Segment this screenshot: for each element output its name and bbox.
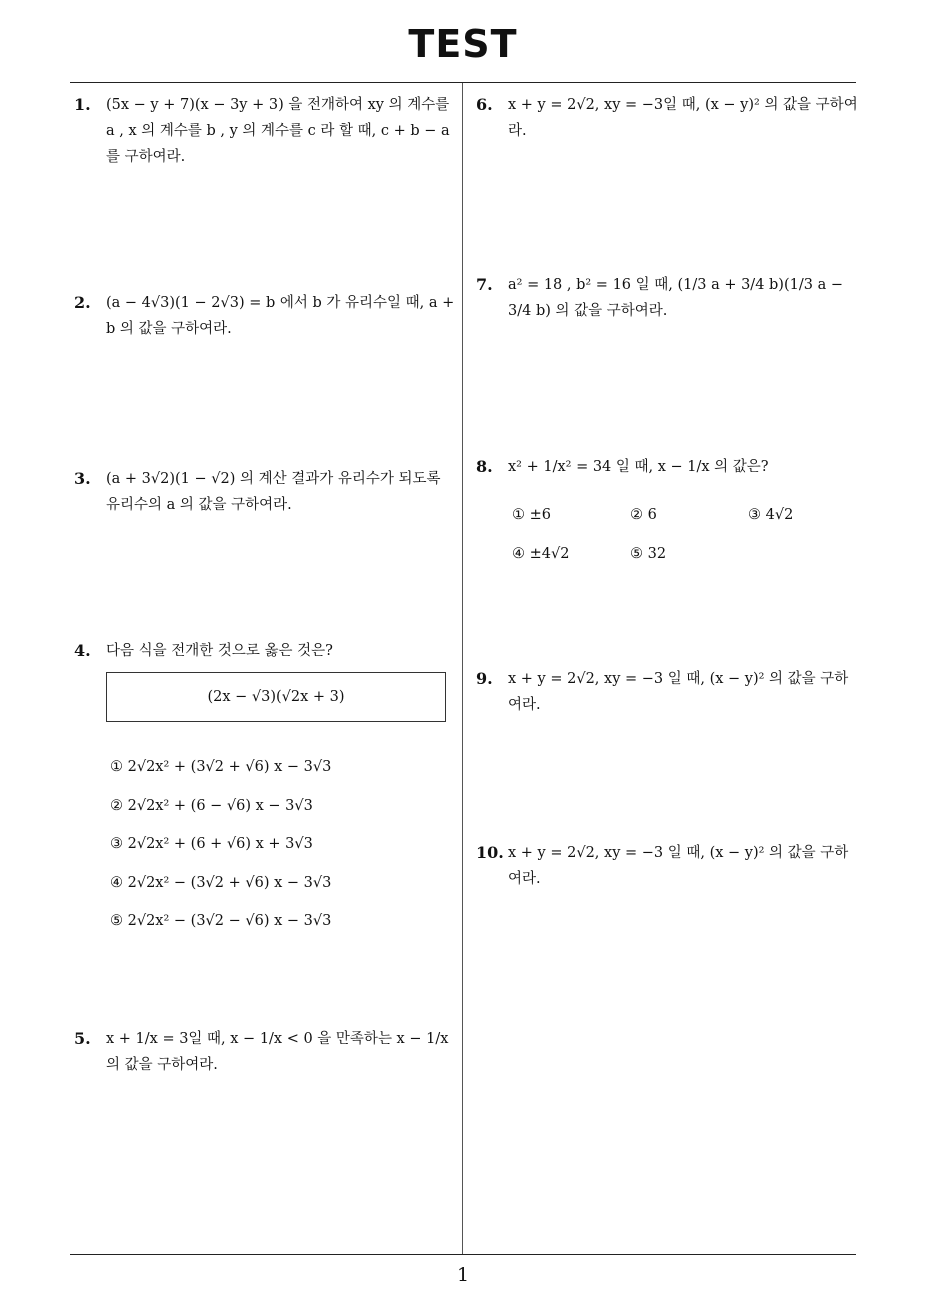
choice-2[interactable]: ② 2√2x² + (6 − √6) x − 3√3: [110, 797, 313, 814]
choice-2[interactable]: ② 6: [630, 507, 657, 523]
choice-4[interactable]: ④ 2√2x² − (3√2 + √6) x − 3√3: [110, 874, 332, 891]
question-4: [74, 638, 456, 941]
question-10: [476, 840, 858, 892]
question-6: [476, 92, 858, 144]
question-number: 3.: [74, 469, 91, 488]
question-8: [476, 454, 858, 567]
question-text: (a + 3√2)(1 − √2) 의 계산 결과가 유리수가 되도록 유리수의 a 의 값을 구하여라.: [106, 471, 441, 513]
question-2: [74, 290, 456, 342]
question-text: (5x − y + 7)(x − 3y + 3) 을 전개하여 xy 의 계수를 a , x 의 계수를 b , y 의 계수를 c 라 할 때, c + b − a 를 구하여라.: [106, 97, 450, 165]
top-rule: [70, 82, 856, 83]
question-number: 5.: [74, 1029, 91, 1048]
question-text: 다음 식을 전개한 것으로 옳은 것은?: [106, 643, 333, 659]
question-text: a² = 18 , b² = 16 일 때, (1/3 a + 3/4 b)(1/3 a − 3/4 b) 의 값을 구하여라.: [508, 277, 843, 319]
question-text: x + y = 2√2, xy = −3일 때, (x − y)² 의 값을 구하여라.: [508, 97, 858, 139]
choice-5[interactable]: ⑤ 2√2x² − (3√2 − √6) x − 3√3: [110, 913, 332, 929]
page-title: TEST: [408, 22, 518, 66]
answer-choices: [110, 748, 456, 941]
question-9: [476, 666, 858, 718]
choice-1[interactable]: ① ±6: [512, 507, 551, 523]
question-number: 1.: [74, 95, 91, 114]
question-number: 2.: [74, 293, 91, 312]
question-text: x + y = 2√2, xy = −3 일 때, (x − y)² 의 값을 구하여라.: [508, 845, 849, 887]
question-number: 10.: [476, 843, 504, 862]
question-1: [74, 92, 456, 170]
question-number: 9.: [476, 669, 493, 688]
question-text: x² + 1/x² = 34 일 때, x − 1/x 의 값은?: [508, 459, 769, 475]
answer-choices: [512, 502, 858, 567]
choice-4[interactable]: ④ ±4√2: [512, 546, 570, 562]
question-number: 7.: [476, 275, 493, 294]
question-3: [74, 466, 456, 518]
question-number: 8.: [476, 457, 493, 476]
page-number: 1: [456, 1264, 470, 1286]
question-number: 6.: [476, 95, 493, 114]
choice-5[interactable]: ⑤ 32: [630, 546, 667, 562]
question-text: (a − 4√3)(1 − 2√3) = b 에서 b 가 유리수일 때, a + b 의 값을 구하여라.: [106, 295, 455, 337]
expression-box: (2x − √3)(√2x + 3): [106, 672, 446, 722]
choice-1[interactable]: ① 2√2x² + (3√2 + √6) x − 3√3: [110, 759, 332, 775]
question-text: x + 1/x = 3일 때, x − 1/x < 0 을 만족하는 x − 1/x 의 값을 구하여라.: [106, 1031, 449, 1073]
column-divider: [462, 83, 463, 1254]
question-number: 4.: [74, 641, 91, 660]
bottom-rule: [70, 1254, 856, 1255]
question-5: [74, 1026, 456, 1078]
question-7: [476, 272, 858, 324]
choice-3[interactable]: ③ 4√2: [748, 507, 794, 523]
question-text: x + y = 2√2, xy = −3 일 때, (x − y)² 의 값을 구하여라.: [508, 671, 849, 713]
choice-3[interactable]: ③ 2√2x² + (6 + √6) x + 3√3: [110, 836, 313, 852]
